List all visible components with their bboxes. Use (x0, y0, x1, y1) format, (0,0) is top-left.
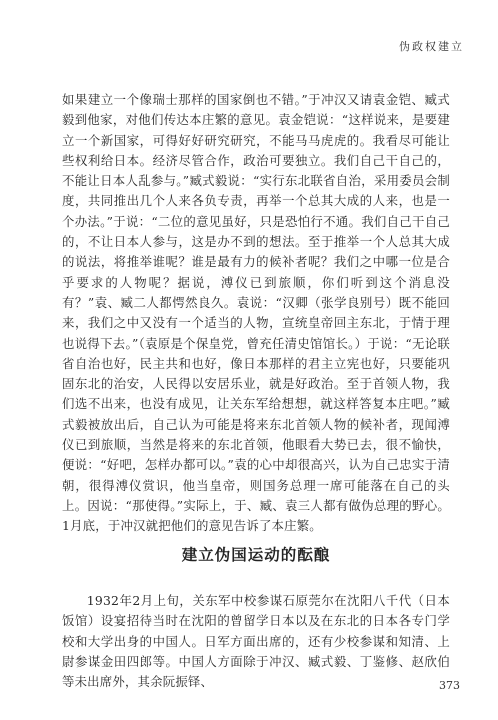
section-title: 建立伪国运动的酝酿 (181, 546, 331, 564)
section-paragraph: 1932年2月上旬，关东军中校参谋石原莞尔在沈阳八千代（日本饭馆）设宴招待当时在沈阳的曾留学日本以及在东北的日本各专门学校和大学出身的中国人。日军方面出席的，还有少校参谋和知清、上尉参谋金田四郎等。中国人方面除于冲汉、臧式毅、丁鉴修、赵欣伯等未出席外，其余阮振铎、 (62, 593, 450, 690)
running-header: 伪政权建立 (399, 40, 464, 53)
body-paragraph: 如果建立一个像瑞士那样的国家倒也不错。”于冲汉又请袁金铠、臧式毅到他家，对他们传达本庄繁的意见。袁金铠说：“这样说来，是要建立一个新国家，可得好好研究研究，不能马马虎虎的。我看尽可能让些权利给日本。经济尽管合作，政治可要独立。我们自己干自己的，不能让日本人乱参与。”臧式毅说：“实行东北联省自治，采用委员会制度，共同推出几个人来各负专责，再举一个总其大成的人来，也是一个办法。”于说：“二位的意见虽好，只是恐怕行不通。我们自己干自己的，不让日本人参与，这是办不到的想法。至于推举一个人总其大成的说法，将推举谁呢？谁是最有力的候补者呢？我们之中哪一位是合乎要求的人物呢？据说，溥仪已到旅顺，你们听到这个消息没有？”袁、臧二人都愕然良久。袁说：“汉卿（张学良别号）既不能回来，我们之中又没有一个适当的人物，宣统皇帝回主东北，于情于理也说得下去。”（袁原是个保皇党，曾充任清史馆馆长。）于说：“无论联省自治也好，民主共和也好，像日本那样的君主立宪也好，只要能巩固东北的治安，人民得以安居乐业，就是好政治。至于首领人物，我们选不出来，也没有成见，让关东军给想想，就这样答复本庄吧。”臧式毅被放出后，自己认为可能是将来东北首领人物的候补者，现闻溥仪已到旅顺，当然是将来的东北首领，他眼看大势已去，很不愉快，便说：“好吧，怎样办都可以。”袁的心中却很高兴，认为自己忠实于清朝，很得溥仪赏识，他当皇帝，则国务总理一席可能落在自己的头上。因说：“那使得。”实际上，于、臧、袁三人都有做伪总理的野心。1月底，于冲汉就把他们的意见告诉了本庄繁。 (62, 92, 450, 534)
page-number: 373 (439, 679, 460, 692)
